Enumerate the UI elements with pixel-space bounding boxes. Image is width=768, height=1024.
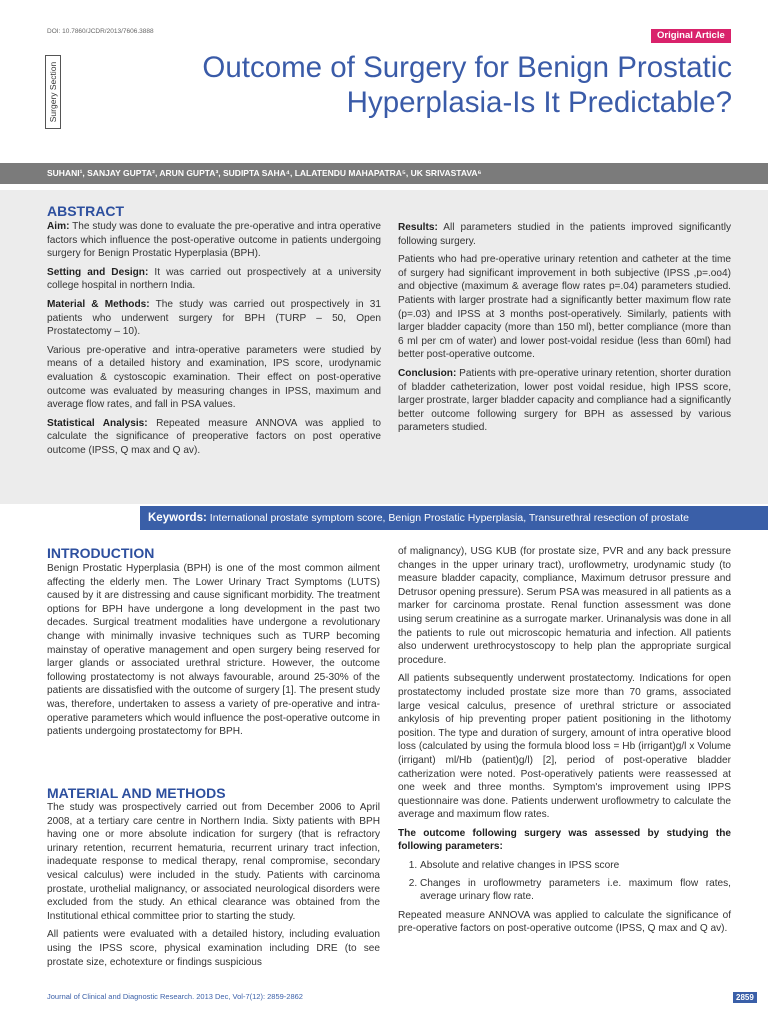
introduction-heading: INTRODUCTION: [47, 545, 155, 561]
methods-section: [47, 801, 380, 974]
title-line-2: Hyperplasia-Is It Predictable?: [346, 86, 732, 119]
results-text: All parameters studied in the patients improved significantly following surgery.: [398, 222, 731, 247]
introduction-paragraph: Benign Prostatic Hyperplasia (BPH) is one of the most common ailment affecting the elderly men. The Lower Urinary Tract Symptoms (LUTS) caused by it are distressing and cause significant morbidity. The treatment options for BPH have undergone a long development in the past two decades. Surgical treatment modalities have undergone a revolutionary change with minimally invasive techniques such as TURP becoming mainstay of operative management and open surgery being reserved for larger glands or associated urethral stricture. However, the outcome following prostatectomy is not always favourable, around 25-30% of the patients are dissatisfied with the outcome of surgery [1]. The present study was, therefore, undertaken to assess a variety of pre-operative and intra-operative parameters which would influence the post-operative outcome in patients undergoing prostatectomy for BPH.: [47, 563, 380, 738]
aim-label: Aim:: [47, 221, 70, 232]
body-right-column: [398, 545, 731, 941]
keywords-text: International prostate symptom score, Benign Prostatic Hyperplasia, Transurethral resection of prostate: [209, 512, 689, 524]
methods-paragraph-3: of malignancy), USG KUB (for prostate size, PVR and any back pressure changes in the upper urinary tract), uroflowmetry, urodynamic study (to measure bladder capacity, compliance, Maximum detrusor pressure and Detrusor opening pressure). Serum PSA was measured in all patients as a marker for carcinoma prostate. Renal function assessment was done using serum creatinine as a surrogate marker. Urinanalysis was done in all the patients to rule out microscopic hematuria and infection. All patients also underwent urethrocystoscopy to help plan the appropriate surgical procedure.: [398, 546, 731, 666]
outcome-parameters-list: [398, 859, 731, 904]
article-type-badge: Original Article: [651, 29, 731, 43]
abstract-results: [398, 221, 731, 248]
introduction-section: [47, 562, 380, 744]
abstract-methods: [47, 298, 381, 339]
stats-label: Statistical Analysis:: [47, 417, 148, 429]
abstract-right-column: [398, 221, 731, 440]
methods-paragraph-2: All patients were evaluated with a detailed history, including evaluation using the IPSS score, physical examination including DRE (to see prostate size, echotexture or findings suspicious: [47, 929, 380, 968]
methods-label: Material & Methods:: [47, 298, 150, 310]
list-item: 2. Changes in uroflowmetry parameters i.e. maximum flow rates, average urinary flow rate.: [420, 877, 731, 904]
abstract-aim: [47, 220, 381, 261]
title-line-1: Outcome of Surgery for Benign Prostatic: [202, 51, 732, 84]
setting-text: It was carried out prospectively at a university college hospital in northern India.: [47, 266, 381, 292]
keywords-bar: [140, 506, 768, 530]
outcome-parameters-intro: The outcome following surgery was assessed by studying the following parameters:: [398, 827, 731, 853]
doi-line: DOI: 10.7860/JCDR/2013/7606.3888: [47, 28, 154, 35]
conclusion-text: Patients with pre-operative urinary retention, shorter duration of bladder catheterization, lower post voidal residue, high IPSS score, larger prostrate, larger bladder capacity and compliance had a significantly better outcome following surgery for BPH as assessed by various parameters studied.: [398, 367, 731, 434]
methods-paragraph-5: Repeated measure ANNOVA was applied to calculate the significance of pre-operative factors on post-operative outcome (IPSS, Q max and Q av).: [398, 909, 731, 935]
methods-paragraph-1: The study was prospectively carried out from December 2006 to April 2008, at a tertiary care centre in Northern India. Sixty patients with BPH having one or more absolute indication for surgery (that is refractory urinary retention, recurrent hematuria, recurrent urinary tract infection, inadequate response to medical therapy, renal compromise, secondary vesical calculus) were included in the study. Patients with carcinoma prostate, urothelial malignancy, or associated neurological disorders were excluded from the study. An ethical clearance was obtained from the Institutional ethical committee prior to starting the study.: [47, 802, 380, 922]
methods-heading: MATERIAL AND METHODS: [47, 785, 226, 801]
methods-text: The study was carried out prospectively in 31 patients who underwent surgery for BPH (TURP – 50, Open Prostatectomy – 10).: [47, 298, 381, 338]
section-tab: [45, 55, 61, 129]
stats-text: Repeated measure ANNOVA was applied to calculate the significance of preoperative factors on post operative outcome (IPSS, Q max and Q av).: [47, 417, 382, 456]
results-label: Results:: [398, 222, 438, 233]
article-title: [110, 50, 732, 120]
page-number: 2859: [733, 992, 757, 1003]
authors-bar: [0, 163, 768, 184]
abstract-left-column: [47, 220, 381, 463]
list-item: 1. Absolute and relative changes in IPSS score: [420, 859, 731, 873]
aim-text: The study was done to evaluate the pre-operative and intra operative factors which influence the post-operative outcome in patients undergoing surgery for Benign Prostatic Hyperplasia (BPH).: [47, 221, 381, 260]
methods-paragraph-4: All patients subsequently underwent prostatectomy. Indications for open prostatectomy included prostate size more than 70 grams, associated large vesical calculus, presence of urethral stricture or associated ankylosis of hip preventing proper patient positioning in the lithotomy position. The type and duration of surgery, amount of intra operative blood loss (calculated by using the formula blood loss = Hb (irrigant)g/l x Volume (irrigant) ml/Hb (patient)g/l) [2], period of post-operative bladder catherization were noted. Post-operatively patients were reassessed at one week and three months. Symptom's improvement using IPPS questionnaire was done. Patients underwent uroflowmetry to calculate the average and maximum flow rates.: [398, 673, 731, 821]
section-label: Surgery Section: [48, 61, 58, 123]
journal-citation: Journal of Clinical and Diagnostic Research. 2013 Dec, Vol-7(12): 2859-2862: [47, 992, 303, 1001]
keywords: [148, 506, 689, 530]
author-list: SUHANI¹, SANJAY GUPTA², ARUN GUPTA³, SUDIPTA SAHA⁴, LALATENDU MAHAPATRA⁵, UK SRIVASTAVA⁶: [47, 168, 482, 178]
abstract-heading: ABSTRACT: [47, 203, 124, 219]
abstract-stats: [47, 417, 381, 458]
conclusion-label: Conclusion:: [398, 367, 457, 379]
keywords-label: Keywords:: [148, 512, 207, 524]
abstract-setting: [47, 266, 381, 293]
setting-label: Setting and Design:: [47, 266, 149, 278]
abstract-methods-2: Various pre-operative and intra-operative parameters were studied by means of a detailed history and examination, IPS score, urodynamic evaluation & cystoscopic examination. Their effect on post-operative outcome was evaluated by measuring changes in IPSS, maximum and average flow rates, and fall in PSA values.: [47, 344, 381, 411]
abstract-conclusion: [398, 367, 731, 435]
abstract-results-2: Patients who had pre-operative urinary retention and catheter at the time of surgery had significant improvement in both subjective (IPSS ,p=.oo4) and objective (maximum & average flow rates p=.04) parameters studied. Patients with larger prostrate had a significantly better maximum flow rate (p=.03) and IPSS at 3 months post-operatively. Similarly, patients with larger bladder capacity (more than 150 ml), better compliance (more than 6 ml per cm of water) and lower post-voidal residue (less than 60ml) had better post-operative outcome.: [398, 254, 731, 361]
